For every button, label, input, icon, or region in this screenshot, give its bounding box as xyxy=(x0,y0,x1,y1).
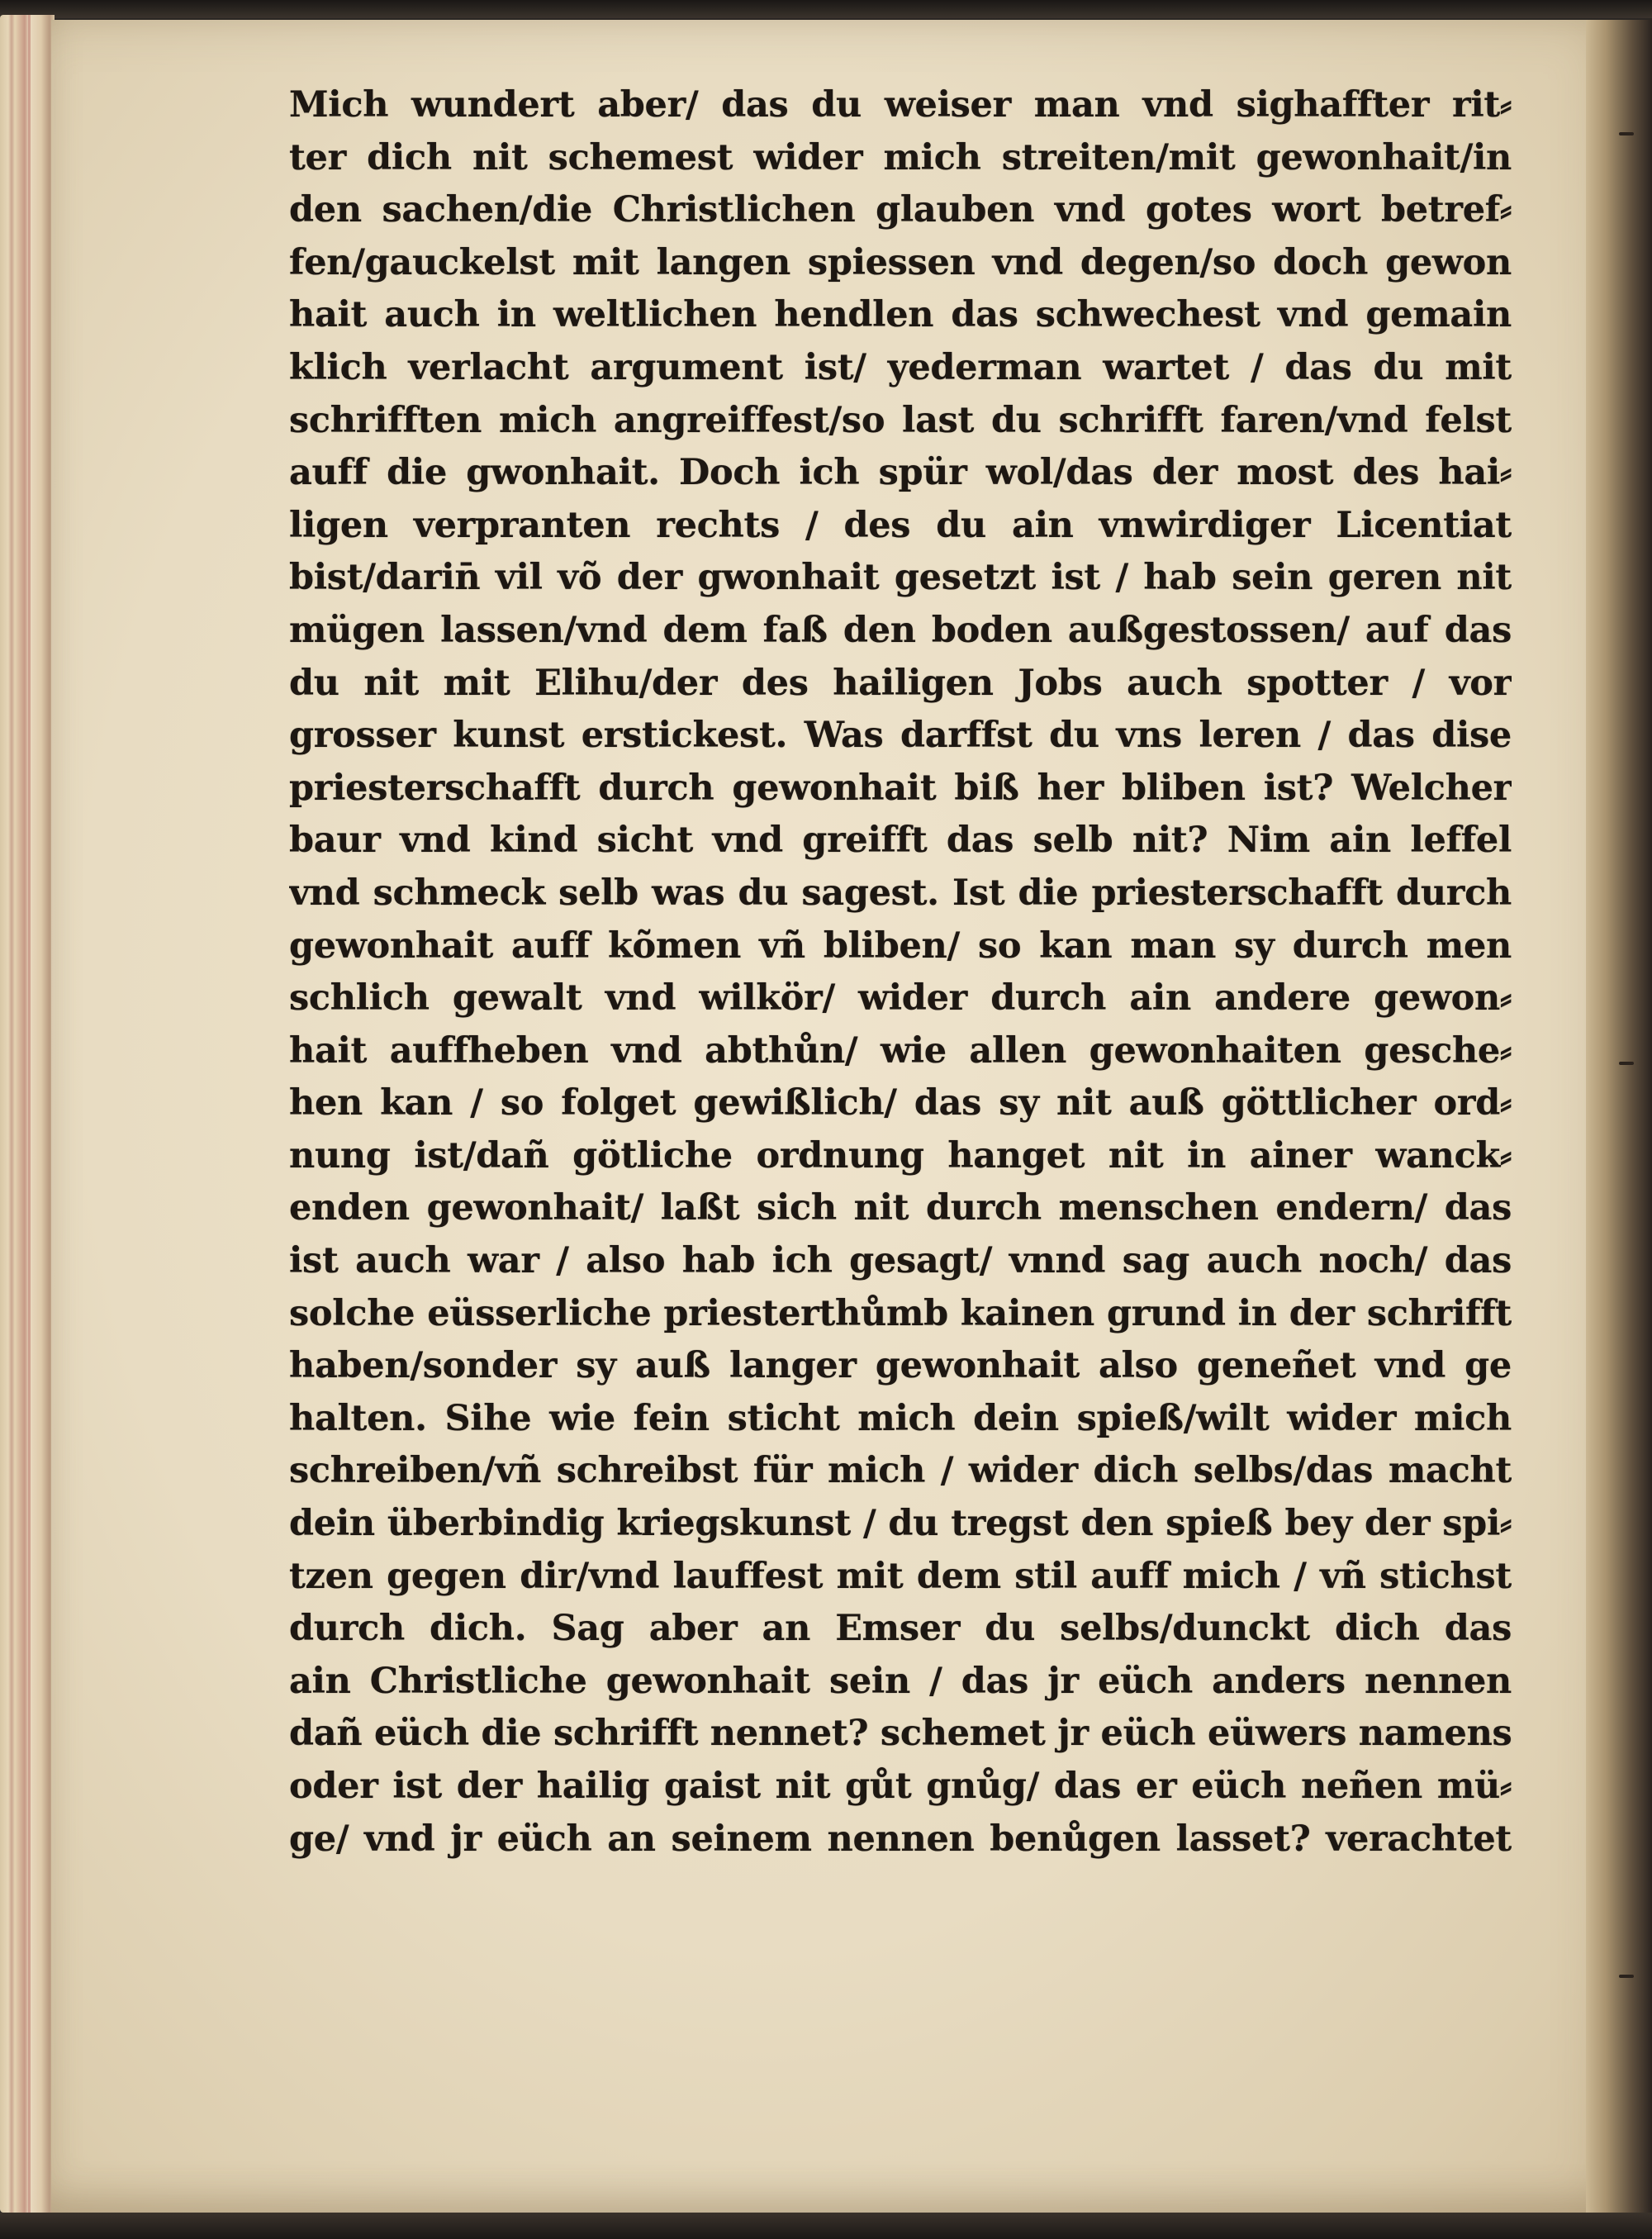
text-line: hen kan / so folget gewißlich/ das sy nit auß göttlicher ord⸗ xyxy=(289,1082,1512,1124)
text-line: den sachen/die Christlichen glauben vnd gotes wort betref⸗ xyxy=(289,189,1512,231)
text-line: schrifften mich angreiffest/so last du schrifft faren/vnd felst xyxy=(289,399,1512,441)
text-line: priesterschafft durch gewonhait biß her bliben ist? Welcher xyxy=(289,767,1512,809)
text-line: klich verlacht argument ist/ yederman wartet / das du mit xyxy=(289,346,1512,388)
text-line: nung ist/dañ götliche ordnung hanget nit in ainer wanck⸗ xyxy=(289,1134,1512,1177)
text-line: hait auch in weltlichen hendlen das schwechest vnd gemain xyxy=(289,294,1512,336)
binding-gutter xyxy=(1586,20,1652,2213)
text-line: dañ eüch die schrifft nennet? schemet jr eüch eüwers namens xyxy=(289,1713,1512,1755)
text-line: fen/gauckelst mit langen spiessen vnd degen/so doch gewon xyxy=(289,241,1512,283)
text-line: ist auch war / also hab ich gesagt/ vnnd sag auch noch/ das xyxy=(289,1240,1512,1282)
text-line: solche eüsserliche priesterthůmb kainen grund in der schrifft xyxy=(289,1292,1512,1334)
text-line: ain Christliche gewonhait sein / das jr eüch anders nennen xyxy=(289,1660,1512,1702)
text-line: schreiben/vñ schreibst für mich / wider dich selbs/das macht xyxy=(289,1450,1512,1492)
text-line: mügen lassen/vnd dem faß den boden außgestossen/ auf das xyxy=(289,609,1512,651)
text-line: enden gewonhait/ laßt sich nit durch menschen endern/ das xyxy=(289,1187,1512,1229)
text-line: haben/sonder sy auß langer gewonhait also geneñet vnd ge xyxy=(289,1345,1512,1387)
text-line: dein überbindig kriegskunst / du tregst den spieß bey der spi⸗ xyxy=(289,1503,1512,1545)
top-edge xyxy=(0,0,1652,18)
text-line: oder ist der hailig gaist nit gůt gnůg/ das er eüch neñen mü⸗ xyxy=(289,1766,1512,1807)
text-line: auff die gwonhait. Doch ich spür wol/das der most des hai⸗ xyxy=(289,452,1512,494)
text-line: hait auffheben vnd abthůn/ wie allen gewonhaiten gesche⸗ xyxy=(289,1029,1512,1072)
text-line: schlich gewalt vnd wilkör/ wider durch ain andere gewon⸗ xyxy=(289,977,1512,1020)
text-line: vnd schmeck selb was du sagest. Ist die priesterschafft durch xyxy=(289,872,1512,914)
text-line: Mich wundert aber/ das du weiser man vnd sighaffter rit⸗ xyxy=(289,84,1512,126)
text-line: tzen gegen dir/vnd lauffest mit dem stil auff mich / vñ stichst xyxy=(289,1555,1512,1597)
text-line: durch dich. Sag aber an Emser du selbs/dunckt dich das xyxy=(289,1608,1512,1650)
margin-mark xyxy=(1619,1975,1634,1978)
text-line: gewonhait auff kõmen vñ bliben/ so kan man sy durch men xyxy=(289,925,1512,967)
text-line: grosser kunst erstickest. Was darffst du vns leren / das dise xyxy=(289,715,1512,757)
text-line: halten. Sihe wie fein sticht mich dein spieß/wilt wider mich xyxy=(289,1397,1512,1439)
margin-mark xyxy=(1619,1062,1634,1065)
page-stack-edge xyxy=(0,15,55,2213)
text-line: ligen verpranten rechts / des du ain vnwirdiger Licentiat xyxy=(289,504,1512,546)
bottom-edge xyxy=(0,2213,1652,2239)
text-line: du nit mit Elihu/der des hailigen Jobs auch spotter / vor xyxy=(289,662,1512,704)
margin-mark xyxy=(1619,132,1634,135)
page-text xyxy=(289,79,1512,1866)
text-line: bist/darin̄ vil võ der gwonhait gesetzt ist / hab sein geren nit xyxy=(289,557,1512,599)
text-line: baur vnd kind sicht vnd greifft das selb nit? Nim ain leffel xyxy=(289,820,1512,862)
text-line: ter dich nit schemest wider mich streiten/mit gewonhait/in xyxy=(289,136,1512,178)
text-line: ge/ vnd jr eüch an seinem nennen benůgen lasset? verachtet xyxy=(289,1818,1512,1860)
